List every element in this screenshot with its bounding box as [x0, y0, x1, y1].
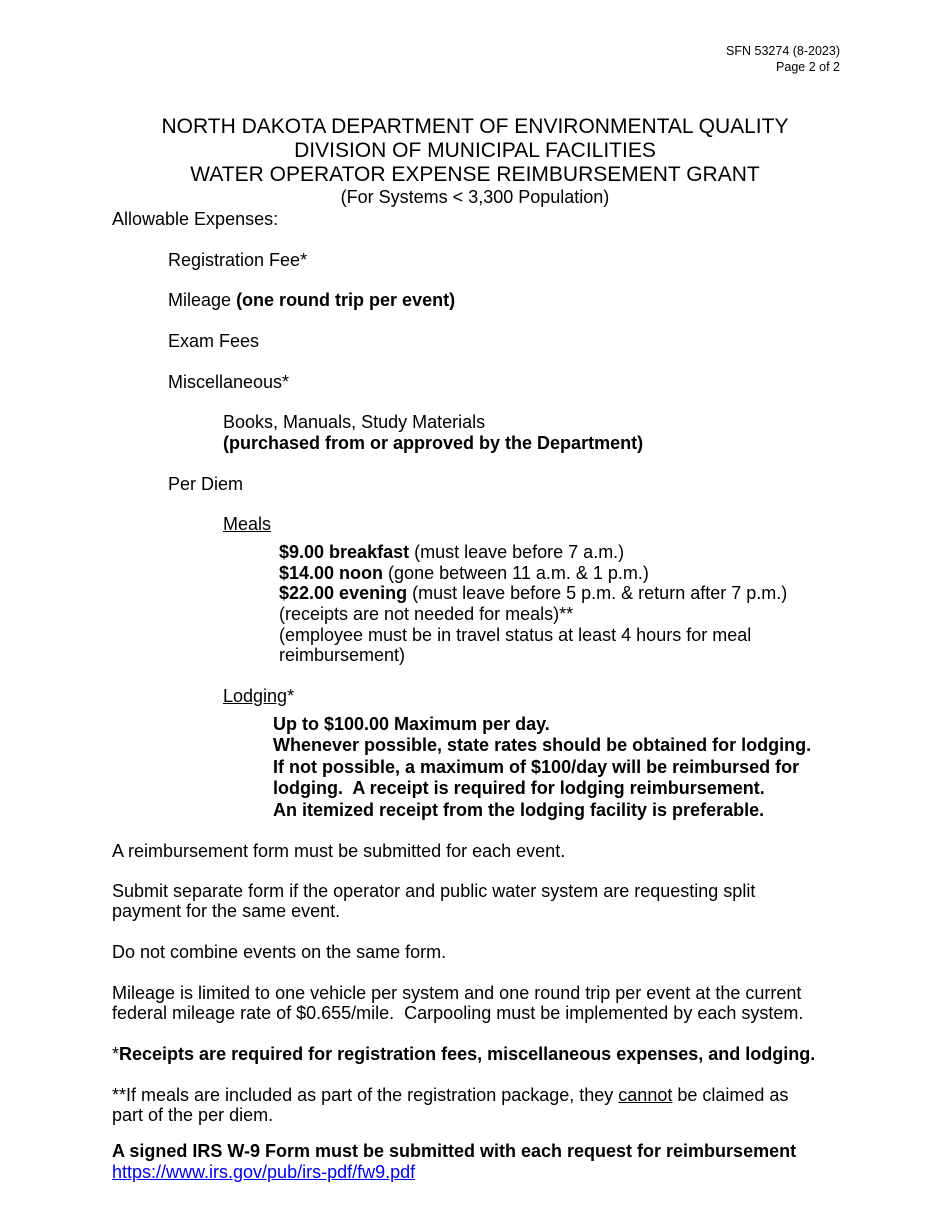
- title-line-1: NORTH DAKOTA DEPARTMENT OF ENVIRONMENTAL QUALITY: [161, 115, 789, 138]
- form-number: SFN 53274 (8-2023): [726, 44, 840, 58]
- note-receipts-required: [112, 1044, 815, 1065]
- lodging-line-3: [273, 757, 799, 778]
- lodging-line-2-text: Whenever possible, state rates should be obtained for lodging.: [273, 735, 812, 755]
- meals-cannot: cannot: [618, 1085, 673, 1105]
- evening-note: (must leave before 5 p.m. & return after 7 p.m.): [407, 583, 788, 603]
- receipts-star: *: [112, 1044, 120, 1064]
- note-w9: [112, 1141, 796, 1162]
- allowable-expenses-heading: Allowable Expenses:: [112, 209, 279, 229]
- title-line-2: DIVISION OF MUNICIPAL FACILITIES: [294, 139, 656, 162]
- lodging-heading-text: Lodging: [223, 686, 288, 706]
- lodging-line-1: [273, 714, 550, 735]
- meals-pre: **If meals are included as part of the registration package, they: [112, 1085, 619, 1105]
- books-note: [223, 433, 643, 454]
- note-mileage-1: Mileage is limited to one vehicle per system and one round trip per event at the current: [112, 983, 802, 1003]
- meal-breakfast: [279, 542, 624, 563]
- lodging-line-4: [273, 778, 765, 799]
- page-number: Page 2 of 2: [776, 60, 840, 74]
- receipts-required-text: Receipts are required for registration fees, miscellaneous expenses, and lodging.: [119, 1044, 816, 1064]
- books-note-text: (purchased from or approved by the Department): [223, 433, 644, 453]
- note-form-per-event: A reimbursement form must be submitted for each event.: [112, 841, 566, 861]
- meal-evening: [279, 583, 787, 604]
- meals-travel-note-1: (employee must be in travel status at least 4 hours for meal: [279, 625, 752, 645]
- evening-amount: $22.00 evening: [279, 583, 408, 603]
- breakfast-note: (must leave before 7 a.m.): [409, 542, 625, 562]
- lodging-line-5: [273, 800, 764, 821]
- per-diem: Per Diem: [168, 474, 244, 494]
- lodging-line-2: [273, 735, 811, 756]
- exam-fees: Exam Fees: [168, 331, 260, 351]
- w9-text: A signed IRS W-9 Form must be submitted with each request for reimbursement: [112, 1141, 797, 1161]
- meals-post: be claimed as: [672, 1085, 789, 1105]
- note-meals-included: [112, 1085, 788, 1106]
- note-meals-2: part of the per diem.: [112, 1105, 274, 1125]
- lodging-line-3-text: If not possible, a maximum of $100/day will be reimbursed for: [273, 757, 800, 777]
- subtitle: (For Systems < 3,300 Population): [340, 187, 610, 207]
- registration-fee: Registration Fee*: [168, 250, 308, 270]
- noon-note: (gone between 11 a.m. & 1 p.m.): [383, 563, 649, 583]
- lodging-star: *: [287, 686, 295, 706]
- meals-travel-note-2: reimbursement): [279, 645, 406, 665]
- note-mileage-2: federal mileage rate of $0.655/mile. Carpooling must be implemented by each system.: [112, 1003, 804, 1023]
- noon-amount: $14.00 noon: [279, 563, 384, 583]
- lodging-line-4-text: lodging. A receipt is required for lodging reimbursement.: [273, 778, 765, 798]
- breakfast-amount: $9.00 breakfast: [279, 542, 410, 562]
- lodging-line-1-text: Up to $100.00 Maximum per day.: [273, 714, 550, 734]
- miscellaneous: Miscellaneous*: [168, 372, 290, 392]
- lodging-heading: [223, 686, 294, 707]
- meal-noon: [279, 563, 649, 584]
- books-line: Books, Manuals, Study Materials: [223, 412, 486, 432]
- title-line-3: WATER OPERATOR EXPENSE REIMBURSEMENT GRANT: [190, 163, 760, 186]
- meals-receipts-note: (receipts are not needed for meals)**: [279, 604, 574, 624]
- mileage-label: Mileage: [168, 290, 232, 310]
- lodging-line-5-text: An itemized receipt from the lodging facility is preferable.: [273, 800, 765, 820]
- meals-heading: [223, 514, 271, 535]
- mileage-item: [168, 290, 455, 311]
- note-split-1: Submit separate form if the operator and public water system are requesting split: [112, 881, 756, 901]
- w9-form-link[interactable]: https://www.irs.gov/pub/irs-pdf/fw9.pdf: [112, 1162, 416, 1182]
- form-header: [726, 43, 840, 75]
- note-no-combine: Do not combine events on the same form.: [112, 942, 447, 962]
- mileage-note: (one round trip per event): [236, 290, 456, 310]
- note-split-2: payment for the same event.: [112, 901, 341, 921]
- meals-heading-text: Meals: [223, 514, 272, 534]
